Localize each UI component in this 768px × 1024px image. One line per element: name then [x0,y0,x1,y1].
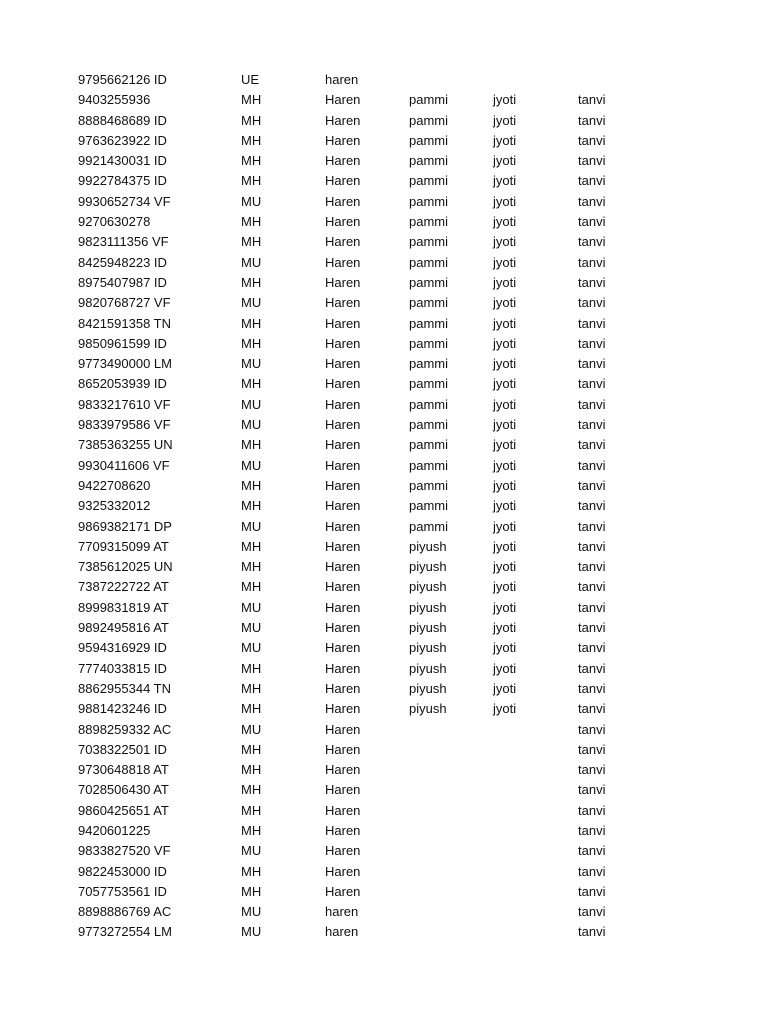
person-a-cell: pammi [409,396,449,412]
person-c-cell: tanvi [578,234,606,250]
person-b-cell: jyoti [493,356,517,372]
state-cell: MH [241,538,262,554]
person-c-cell: tanvi [578,214,606,230]
person-c-cell: tanvi [578,863,606,879]
person-c-cell: tanvi [578,620,606,636]
state-cell: MU [241,254,262,270]
table-row [78,293,698,313]
person-a-cell: pammi [409,417,449,433]
state-cell: MH [241,315,262,331]
name-cell: Haren [325,477,361,493]
table-row [78,821,698,841]
state-cell: MU [241,417,262,433]
person-c-cell: tanvi [578,457,606,473]
phone-cell: 7709315099 AT [78,538,169,554]
table-row [78,922,698,942]
person-c-cell: tanvi [578,92,606,108]
name-cell: Haren [325,762,361,778]
phone-cell: 7385363255 UN [78,437,173,453]
phone-cell: 7038322501 ID [78,741,167,757]
table-row [78,659,698,679]
phone-cell: 7385612025 UN [78,559,173,575]
phone-cell: 9422708620 [78,477,151,493]
person-c-cell: tanvi [578,132,606,148]
name-cell: Haren [325,498,361,514]
phone-cell: 9820768727 VF [78,295,171,311]
person-a-cell: pammi [409,437,449,453]
phone-cell: 8898259332 AC [78,721,172,737]
phone-cell: 9881423246 ID [78,701,167,717]
person-b-cell: jyoti [493,214,517,230]
table-row [78,354,698,374]
phone-cell: 9833827520 VF [78,843,171,859]
table-row [78,862,698,882]
name-cell: Haren [325,254,361,270]
table-row [78,395,698,415]
state-cell: MH [241,477,262,493]
phone-cell: 7774033815 ID [78,660,167,676]
phone-cell: 8975407987 ID [78,274,167,290]
phone-cell: 9325332012 [78,498,151,514]
data-sheet [78,70,698,943]
person-c-cell: tanvi [578,173,606,189]
phone-cell: 7028506430 AT [78,782,169,798]
phone-cell: 9930652734 VF [78,193,171,209]
table-row [78,273,698,293]
table-row [78,841,698,861]
name-cell: Haren [325,721,361,737]
phone-cell: 8421591358 TN [78,315,172,331]
state-cell: MH [241,863,262,879]
person-b-cell: jyoti [493,92,517,108]
state-cell: MU [241,457,262,473]
name-cell: Haren [325,457,361,473]
person-c-cell: tanvi [578,356,606,372]
table-row [78,314,698,334]
state-cell: MH [241,782,262,798]
person-c-cell: tanvi [578,822,606,838]
table-row [78,517,698,537]
person-a-cell: pammi [409,132,449,148]
person-b-cell: jyoti [493,254,517,270]
person-a-cell: pammi [409,498,449,514]
state-cell: MH [241,883,262,899]
phone-cell: 9730648818 AT [78,762,169,778]
person-b-cell: jyoti [493,173,517,189]
person-b-cell: jyoti [493,417,517,433]
state-cell: MH [241,153,262,169]
phone-cell: 8425948223 ID [78,254,167,270]
state-cell: MU [241,620,262,636]
person-a-cell: pammi [409,335,449,351]
table-row [78,618,698,638]
person-a-cell: piyush [409,538,447,554]
person-c-cell: tanvi [578,782,606,798]
state-cell: MU [241,640,262,656]
person-c-cell: tanvi [578,904,606,920]
name-cell: Haren [325,660,361,676]
table-row [78,131,698,151]
table-row [78,435,698,455]
person-a-cell: piyush [409,579,447,595]
table-row [78,801,698,821]
person-c-cell: tanvi [578,396,606,412]
state-cell: MH [241,822,262,838]
person-b-cell: jyoti [493,396,517,412]
person-c-cell: tanvi [578,924,606,940]
person-a-cell: pammi [409,274,449,290]
table-row [78,679,698,699]
name-cell: haren [325,904,359,920]
table-row [78,882,698,902]
state-cell: MH [241,741,262,757]
name-cell: Haren [325,599,361,615]
person-c-cell: tanvi [578,254,606,270]
name-cell: Haren [325,802,361,818]
name-cell: Haren [325,843,361,859]
state-cell: MU [241,193,262,209]
table-row [78,557,698,577]
state-cell: MU [241,295,262,311]
person-b-cell: jyoti [493,518,517,534]
person-a-cell: piyush [409,680,447,696]
table-row [78,192,698,212]
person-a-cell: pammi [409,477,449,493]
person-b-cell: jyoti [493,274,517,290]
phone-cell: 9833217610 VF [78,396,171,412]
name-cell: Haren [325,112,361,128]
name-cell: Haren [325,417,361,433]
phone-cell: 9270630278 [78,214,151,230]
name-cell: Haren [325,620,361,636]
person-a-cell: pammi [409,518,449,534]
person-c-cell: tanvi [578,112,606,128]
state-cell: MH [241,579,262,595]
person-c-cell: tanvi [578,274,606,290]
name-cell: Haren [325,822,361,838]
person-b-cell: jyoti [493,132,517,148]
person-c-cell: tanvi [578,741,606,757]
phone-cell: 9921430031 ID [78,153,167,169]
table-row [78,151,698,171]
person-a-cell: pammi [409,295,449,311]
person-b-cell: jyoti [493,193,517,209]
table-row [78,171,698,191]
table-row [78,70,698,90]
name-cell: Haren [325,214,361,230]
person-c-cell: tanvi [578,559,606,575]
person-c-cell: tanvi [578,599,606,615]
person-c-cell: tanvi [578,295,606,311]
name-cell: Haren [325,274,361,290]
person-c-cell: tanvi [578,680,606,696]
phone-cell: 9822453000 ID [78,863,167,879]
person-c-cell: tanvi [578,477,606,493]
phone-cell: 9892495816 AT [78,620,169,636]
name-cell: Haren [325,396,361,412]
state-cell: MH [241,214,262,230]
table-row [78,720,698,740]
phone-cell: 9860425651 AT [78,802,169,818]
person-b-cell: jyoti [493,660,517,676]
state-cell: MH [241,762,262,778]
phone-cell: 8652053939 ID [78,376,167,392]
person-a-cell: pammi [409,254,449,270]
table-row [78,415,698,435]
phone-cell: 9823111356 VF [78,234,169,250]
state-cell: MH [241,559,262,575]
table-row [78,902,698,922]
table-row [78,374,698,394]
person-c-cell: tanvi [578,538,606,554]
phone-cell: 9922784375 ID [78,173,167,189]
person-c-cell: tanvi [578,315,606,331]
phone-cell: 9869382171 DP [78,518,172,534]
name-cell: Haren [325,640,361,656]
phone-cell: 9930411606 VF [78,457,170,473]
name-cell: Haren [325,315,361,331]
state-cell: MH [241,680,262,696]
person-c-cell: tanvi [578,376,606,392]
person-c-cell: tanvi [578,335,606,351]
person-a-cell: piyush [409,620,447,636]
table-row [78,699,698,719]
table-row [78,111,698,131]
state-cell: MH [241,274,262,290]
person-b-cell: jyoti [493,680,517,696]
phone-cell: 9403255936 [78,92,151,108]
person-b-cell: jyoti [493,295,517,311]
phone-cell: 9773490000 LM [78,356,172,372]
table-row [78,638,698,658]
table-row [78,577,698,597]
person-b-cell: jyoti [493,112,517,128]
name-cell: Haren [325,356,361,372]
table-row [78,598,698,618]
state-cell: MH [241,92,262,108]
state-cell: MH [241,173,262,189]
person-c-cell: tanvi [578,417,606,433]
name-cell: Haren [325,863,361,879]
state-cell: MH [241,376,262,392]
person-c-cell: tanvi [578,153,606,169]
person-a-cell: pammi [409,173,449,189]
person-b-cell: jyoti [493,538,517,554]
person-a-cell: piyush [409,660,447,676]
person-b-cell: jyoti [493,640,517,656]
phone-cell: 8898886769 AC [78,904,172,920]
name-cell: haren [325,924,359,940]
person-a-cell: pammi [409,92,449,108]
state-cell: MU [241,518,262,534]
person-a-cell: piyush [409,599,447,615]
person-a-cell: pammi [409,356,449,372]
state-cell: MU [241,924,262,940]
person-c-cell: tanvi [578,660,606,676]
person-c-cell: tanvi [578,518,606,534]
person-b-cell: jyoti [493,437,517,453]
person-b-cell: jyoti [493,457,517,473]
name-cell: Haren [325,437,361,453]
name-cell: Haren [325,193,361,209]
person-a-cell: pammi [409,193,449,209]
name-cell: Haren [325,782,361,798]
person-c-cell: tanvi [578,721,606,737]
person-a-cell: pammi [409,376,449,392]
state-cell: MH [241,802,262,818]
phone-cell: 7387222722 AT [78,579,169,595]
person-b-cell: jyoti [493,599,517,615]
name-cell: Haren [325,518,361,534]
name-cell: Haren [325,295,361,311]
table-row [78,760,698,780]
person-a-cell: pammi [409,153,449,169]
state-cell: MH [241,701,262,717]
name-cell: Haren [325,234,361,250]
table-row [78,780,698,800]
table-row [78,496,698,516]
phone-cell: 8999831819 AT [78,599,169,615]
phone-cell: 8888468689 ID [78,112,167,128]
phone-cell: 9795662126 ID [78,72,167,87]
person-c-cell: tanvi [578,883,606,899]
person-a-cell: piyush [409,559,447,575]
name-cell: Haren [325,92,361,108]
person-b-cell: jyoti [493,477,517,493]
state-cell: UE [241,72,260,87]
person-a-cell: pammi [409,315,449,331]
person-b-cell: jyoti [493,376,517,392]
name-cell: Haren [325,883,361,899]
phone-cell: 7057753561 ID [78,883,167,899]
person-a-cell: piyush [409,640,447,656]
phone-cell: 9420601225 [78,822,151,838]
name-cell: Haren [325,173,361,189]
person-a-cell: pammi [409,214,449,230]
person-a-cell: piyush [409,701,447,717]
name-cell: Haren [325,579,361,595]
name-cell: haren [325,72,359,87]
state-cell: MH [241,112,262,128]
table-row [78,232,698,252]
table-row [78,476,698,496]
table-row [78,334,698,354]
table-row [78,212,698,232]
name-cell: Haren [325,741,361,757]
person-a-cell: pammi [409,112,449,128]
state-cell: MU [241,599,262,615]
person-b-cell: jyoti [493,153,517,169]
person-c-cell: tanvi [578,640,606,656]
table-row [78,537,698,557]
name-cell: Haren [325,680,361,696]
phone-cell: 9773272554 LM [78,924,172,940]
state-cell: MH [241,335,262,351]
name-cell: Haren [325,153,361,169]
name-cell: Haren [325,376,361,392]
state-cell: MU [241,904,262,920]
person-b-cell: jyoti [493,498,517,514]
state-cell: MU [241,356,262,372]
phone-cell: 8862955344 TN [78,680,172,696]
person-c-cell: tanvi [578,701,606,717]
person-c-cell: tanvi [578,579,606,595]
person-c-cell: tanvi [578,498,606,514]
name-cell: Haren [325,538,361,554]
person-c-cell: tanvi [578,843,606,859]
state-cell: MU [241,396,262,412]
phone-cell: 9850961599 ID [78,335,167,351]
person-b-cell: jyoti [493,620,517,636]
table-row [78,90,698,110]
person-b-cell: jyoti [493,701,517,717]
phone-cell: 9594316929 ID [78,640,167,656]
person-b-cell: jyoti [493,315,517,331]
person-b-cell: jyoti [493,579,517,595]
person-a-cell: pammi [409,234,449,250]
state-cell: MH [241,437,262,453]
person-b-cell: jyoti [493,335,517,351]
person-c-cell: tanvi [578,193,606,209]
table-row [78,253,698,273]
state-cell: MH [241,498,262,514]
person-b-cell: jyoti [493,234,517,250]
person-b-cell: jyoti [493,559,517,575]
name-cell: Haren [325,559,361,575]
table-row [78,740,698,760]
name-cell: Haren [325,701,361,717]
name-cell: Haren [325,132,361,148]
state-cell: MH [241,132,262,148]
state-cell: MU [241,843,262,859]
table-row [78,456,698,476]
person-c-cell: tanvi [578,802,606,818]
person-a-cell: pammi [409,457,449,473]
state-cell: MU [241,721,262,737]
state-cell: MH [241,660,262,676]
state-cell: MH [241,234,262,250]
phone-cell: 9833979586 VF [78,417,171,433]
name-cell: Haren [325,335,361,351]
phone-cell: 9763623922 ID [78,132,167,148]
person-c-cell: tanvi [578,762,606,778]
person-c-cell: tanvi [578,437,606,453]
